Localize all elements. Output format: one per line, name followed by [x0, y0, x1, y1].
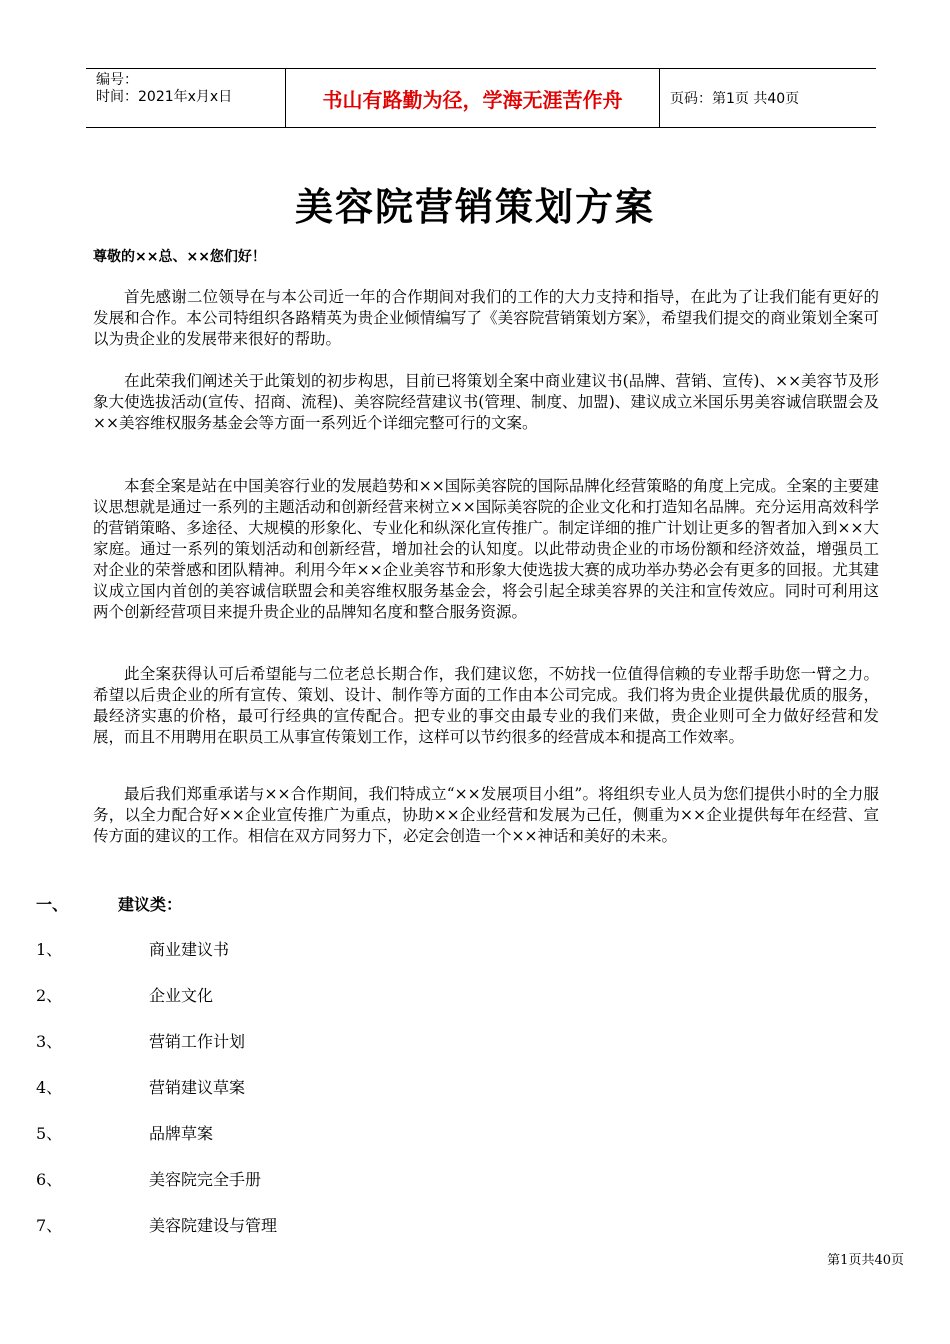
list-item-number: 2、: [36, 986, 63, 1005]
list-item-label: 商业建议书: [149, 940, 230, 959]
paragraph-outline: 在此荣我们阐述关于此策划的初步构思，目前已将策划全案中商业建议书(品牌、营销、宣传)、××美容节及形象大使选拔活动(宣传、招商、流程)、美容院经营建议书(管理、制度、加盟)、建议成立米国乐男美容诚信联盟会及××美容维权服务基金会等方面一系列近个详细完整可行的文案。: [93, 372, 879, 432]
list-item-label: 营销工作计划: [149, 1032, 246, 1051]
paragraph-cooperation: 此全案获得认可后希望能与二位老总长期合作，我们建议您，不妨找一位值得信赖的专业帮手助您一臂之力。希望以后贵企业的所有宣传、策划、设计、制作等方面的工作由本公司完成。我们将为贵企业提供最优质的服务，最经济实惠的价格，最可行经典的宣传配合。把专业的事交由最专业的我们来做，贵企业则可全力做好经营和发展，而且不用聘用在职员工从事宣传策划工作，这样可以节约很多的经营成本和提高工作效率。: [93, 665, 879, 746]
header-page-info: 页码：第1页 共40页: [670, 91, 800, 107]
document-title: 美容院营销策划方案: [294, 185, 655, 229]
list-item: [36, 1213, 277, 1236]
list-item-label: 企业文化: [149, 986, 214, 1005]
list-item-number: 3、: [36, 1032, 63, 1051]
list-item: [36, 1167, 261, 1190]
list-item: [36, 1029, 245, 1052]
serial-label: 编号：: [96, 72, 138, 88]
list-item-number: 4、: [36, 1078, 63, 1097]
footer-page-info: 第1页共40页: [827, 1253, 904, 1268]
list-item-label: 美容院建设与管理: [149, 1216, 278, 1235]
section-number: 一、: [36, 895, 69, 914]
list-item: [36, 1075, 245, 1098]
list-item-label: 美容院完全手册: [149, 1170, 262, 1189]
list-item-number: 7、: [36, 1216, 63, 1235]
list-item-label: 营销建议草案: [149, 1078, 246, 1097]
list-item-number: 5、: [36, 1124, 63, 1143]
header-motto: 书山有路勤为径，学海无涯苦作舟: [286, 69, 660, 127]
list-item: [36, 983, 213, 1006]
list-item: [36, 937, 229, 960]
header-meta: [86, 69, 286, 127]
section-title: 建议类：: [118, 895, 183, 914]
paragraph-commitment: 最后我们郑重承诺与××合作期间，我们特成立“××发展项目小组”。将组织专业人员为您们提供小时的全力服务，以全力配合好××企业宣传推广为重点，协助××企业经营和发展为己任，侧重为××企业提供每年在经营、宣传方面的建议的工作。相信在双方同努力下，必定会创造一个××神话和美好的未来。: [93, 785, 879, 845]
paragraph-intro: 首先感谢二位领导在与本公司近一年的合作期间对我们的工作的大力支持和指导，在此为了让我们能有更好的发展和合作。本公司特组织各路精英为贵企业倾情编写了《美容院营销策划方案》，希望我们提交的商业策划全案可以为贵企业的发展带来很好的帮助。: [93, 288, 879, 348]
section-heading: [36, 892, 182, 915]
page-header: [86, 68, 876, 128]
list-item-number: 6、: [36, 1170, 63, 1189]
paragraph-strategy: 本套全案是站在中国美容行业的发展趋势和××国际美容院的国际品牌化经营策略的角度上完成。全案的主要建议思想就是通过一系列的主题活动和创新经营来树立××国际美容院的企业文化和打造知名品牌。充分运用高效科学的营销策略、多途径、大规模的形象化、专业化和纵深化宣传推广。制定详细的推广计划让更多的智者加入到××大家庭。通过一系列的策划活动和创新经营，增加社会的认知度。以此带动贵企业的市场份额和经济效益，增强员工对企业的荣誉感和团队精神。利用今年××企业美容节和形象大使选拔大赛的成功举办势必会有更多的回报。尤其建议成立国内首创的美容诚信联盟会和美容维权服务基金会，将会引起全球美容界的关注和宣传效应。同时可利用这两个创新经营项目来提升贵企业的品牌知名度和整合服务资源。: [93, 477, 879, 621]
list-item-number: 1、: [36, 940, 63, 959]
salutation: 尊敬的××总、××您们好！: [93, 249, 266, 265]
list-item: [36, 1121, 213, 1144]
time-label: 时间：2021年x月x日: [96, 89, 233, 105]
list-item-label: 品牌草案: [149, 1124, 214, 1143]
